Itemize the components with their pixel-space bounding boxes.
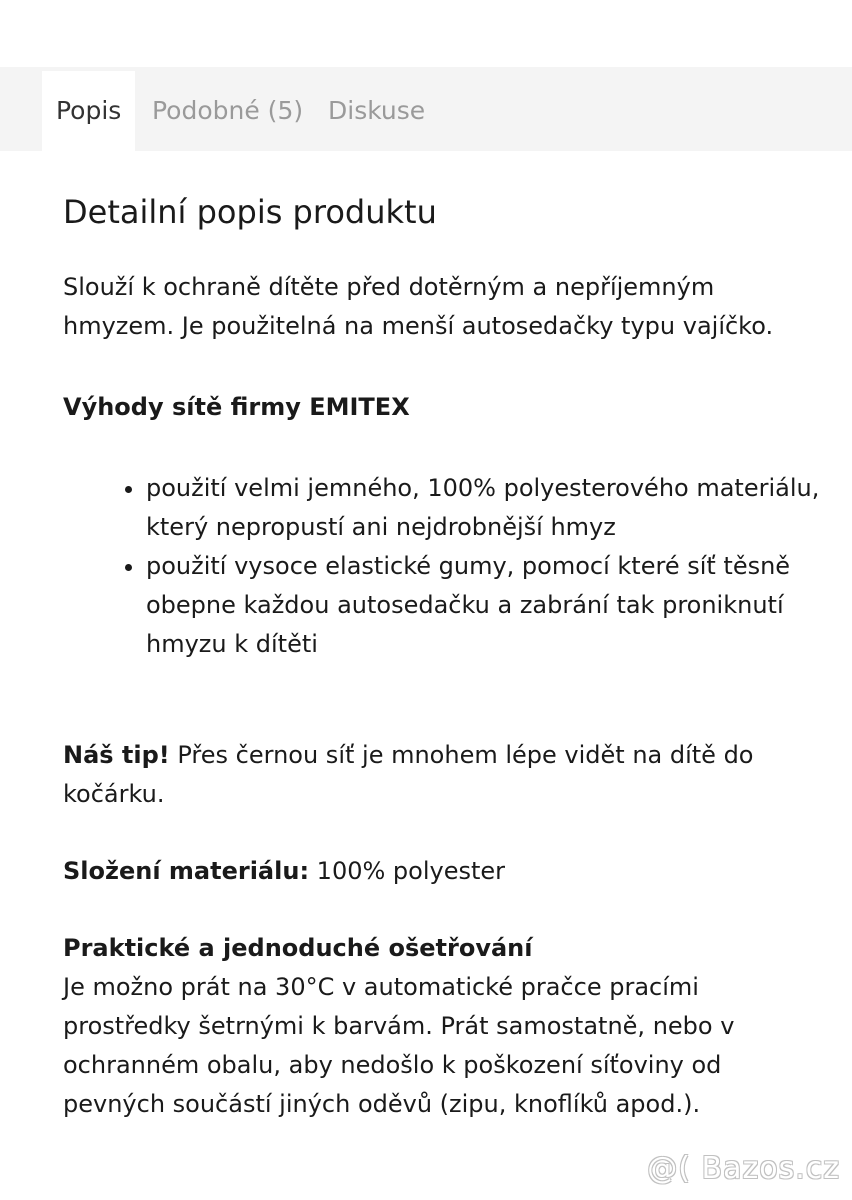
product-description xyxy=(63,190,823,1124)
material-paragraph xyxy=(63,852,823,891)
intro-text: Slouží k ochraně dítěte před dotěrným a nepříjemným hmyzem. Je použitelná na menší autosedačky typu vajíčko. xyxy=(63,273,774,340)
advantages-list xyxy=(63,469,823,664)
tab-popis[interactable]: Popis xyxy=(42,71,135,151)
page-title: Detailní popis produktu xyxy=(63,193,437,231)
material-label: Složení materiálu: xyxy=(63,857,310,885)
tab-bar xyxy=(0,67,852,151)
tip-paragraph xyxy=(63,736,823,814)
tab-diskuse[interactable]: Diskuse xyxy=(328,96,426,125)
advantages-heading: Výhody sítě firmy EMITEX xyxy=(63,393,410,421)
care-heading: Praktické a jednoduché ošetřování xyxy=(63,934,533,962)
tab-podobne[interactable]: Podobné (5) xyxy=(152,96,304,125)
tip-label: Náš tip! xyxy=(63,741,170,769)
care-text: Je možno prát na 30°C v automatické pračce pracími prostředky šetrnými k barvám. Prát samostatně, nebo v ochranném obalu, aby nedošlo k poškození síťoviny od pevných součástí jiných oděvů (zipu, knoflíků apod.). xyxy=(63,973,735,1118)
list-item: • použití velmi jemného, 100% polyesterového materiálu, který nepropustí ani nejdrobnější hmyz xyxy=(146,469,823,547)
list-item: • použití vysoce elastické gumy, pomocí které síť těsně obepne každou autosedačku a zabrání tak proniknutí hmyzu k dítěti xyxy=(146,547,823,664)
bazos-watermark: @( Bazos.cz xyxy=(647,1151,840,1186)
tip-text: Přes černou síť je mnohem lépe vidět na dítě do kočárku. xyxy=(63,741,754,808)
material-value: 100% polyester xyxy=(309,857,506,885)
